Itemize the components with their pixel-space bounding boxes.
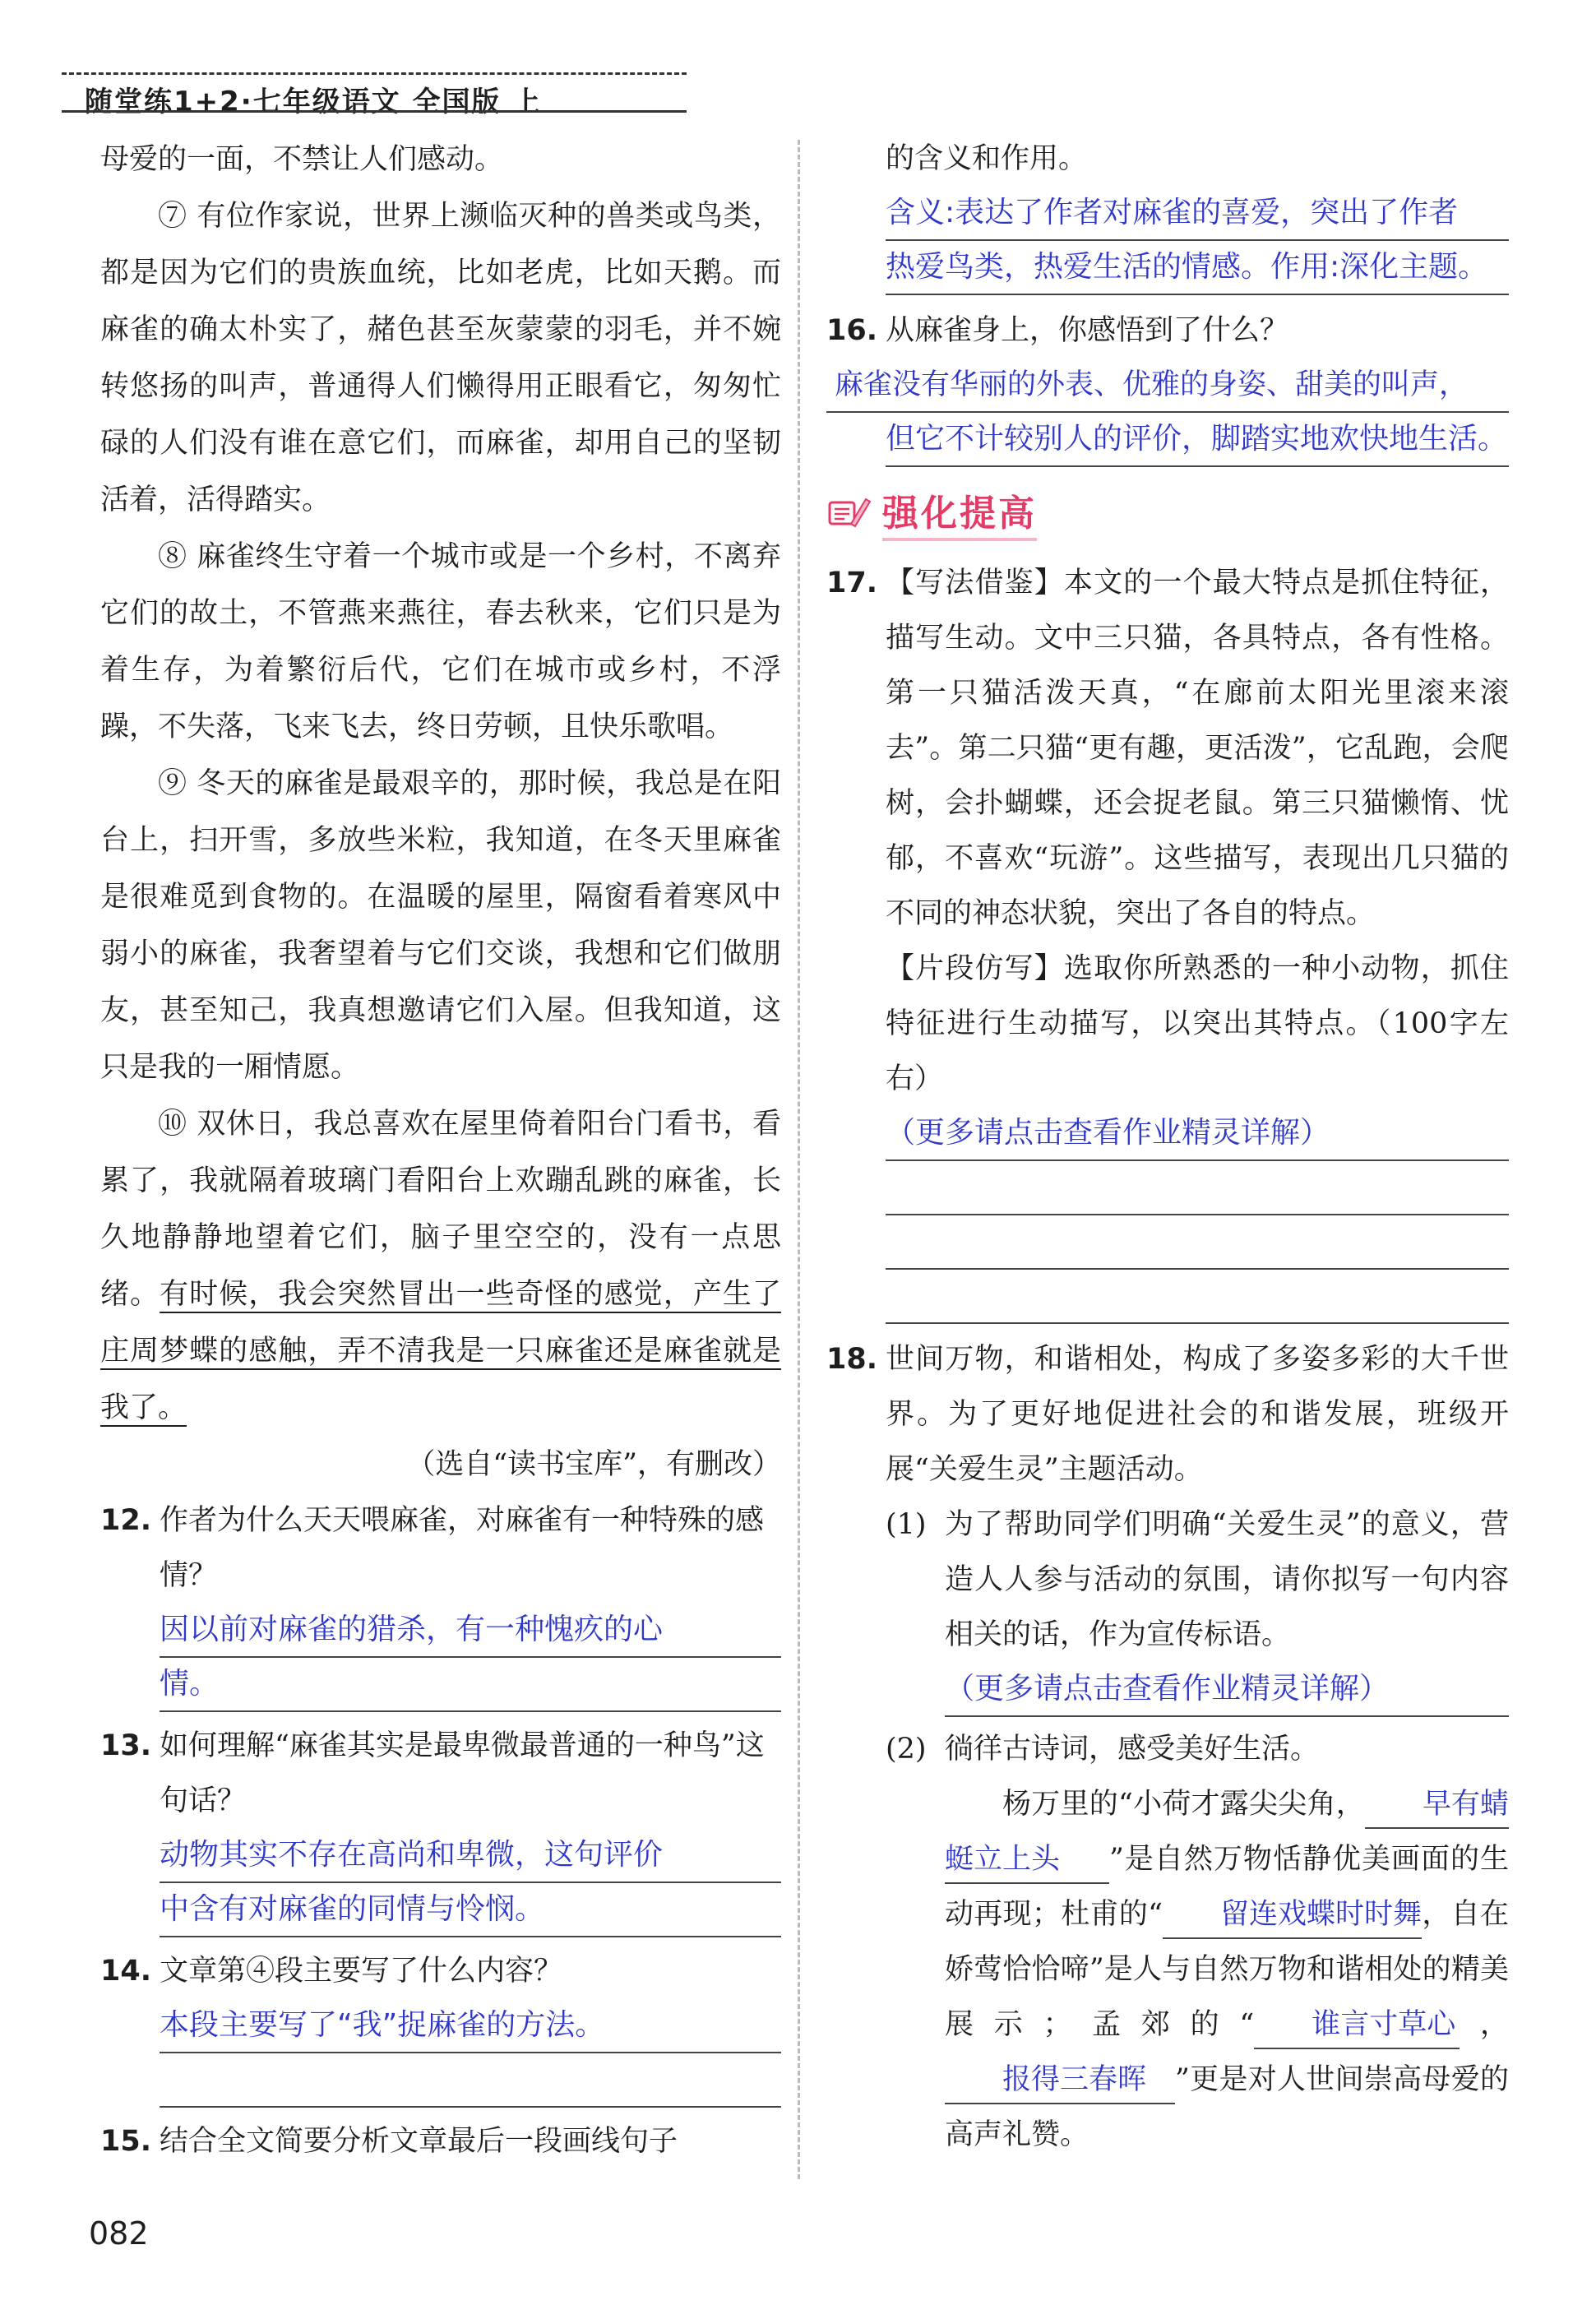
answer-line[interactable]: 麻雀没有华丽的外表、优雅的身姿、甜美的叫声， (826, 359, 1509, 413)
answer-line-empty[interactable] (886, 1215, 1509, 1270)
question-number: 13. (100, 1729, 152, 1762)
underlined-sentence: 有时候，我会突然冒出一些奇怪的感觉，产生了庄周梦蝶的感触，弄不清我是一只麻雀还是麻雀就是我了。 (100, 1278, 781, 1424)
question-18 (826, 1332, 1509, 2163)
left-column (100, 132, 781, 2169)
question-number: 12. (100, 1504, 152, 1537)
answer-line[interactable]: 动物其实不存在高尚和卑微，这句评价 (160, 1829, 781, 1883)
source-note: （选自“读书宝库”，有删改） (406, 1448, 781, 1481)
paragraph-continued: 母爱的一面，不禁让人们感动。 (100, 143, 504, 176)
fill-blank[interactable]: 早有蜻 (1365, 1781, 1509, 1829)
paragraph-7: ⑦ 有位作家说，世界上濒临灭种的兽类或鸟类，都是因为它们的贵族血统，比如老虎，比如天鹅。而麻雀的确太朴实了，赭色甚至灰蒙蒙的羽毛，并不婉转悠扬的叫声，普通得人们懒得用正眼看它，匆匆忙碌的人们没有谁在意它们，而麻雀，却用自己的坚韧活着，活得踏实。 (100, 200, 781, 516)
question-number: 17. (826, 567, 878, 599)
paragraph-10-text: ⑩ 双休日，我总喜欢在屋里倚着阳台门看书，看累了，我就隔着玻璃门看阳台上欢蹦乱跳的麻雀，长久地静静地望着它们，脑子里空空的，没有一点思绪。 (100, 1108, 781, 1311)
question-text: 如何理解“麻雀其实是最卑微最普通的一种鸟”这句话？ (160, 1729, 765, 1817)
poem-text: ”更是对人世间崇高母爱的高声礼赞。 (945, 2063, 1509, 2151)
question-13 (100, 1719, 781, 1937)
question-15 (100, 2114, 781, 2169)
column-divider (798, 140, 800, 2179)
sub-question-2 (886, 1722, 1509, 2163)
header-dashed-rule (62, 72, 687, 75)
page-header (62, 72, 687, 118)
fill-blank[interactable]: 留连戏蝶时时舞 (1163, 1891, 1422, 1939)
page-number: 082 (89, 2215, 149, 2252)
poem-text: ，自在娇莺恰恰啼”是人与自然万物和谐相处的精美展示；孟郊的“ (945, 1898, 1509, 2041)
poem-text: ”是自然万物恬静优美画面的生动再现；杜甫的“ (945, 1843, 1509, 1931)
answer-line-empty[interactable] (160, 2053, 781, 2108)
sub-question-number: (2) (886, 1733, 927, 1766)
section-heading (826, 484, 1509, 541)
question-number: 15. (100, 2125, 152, 2158)
answer-line[interactable]: 中含有对麻雀的同情与怜悯。 (160, 1883, 781, 1937)
answer-line[interactable]: 含义:表达了作者对麻雀的喜爱，突出了作者 (886, 187, 1509, 241)
question-text: 从麻雀身上，你感悟到了什么？ (886, 314, 1289, 347)
pencil-book-icon (826, 494, 871, 530)
question-text: 作者为什么天天喂麻雀，对麻雀有一种特殊的感情？ (160, 1504, 765, 1592)
question-number: 16. (826, 314, 878, 347)
poem-text: 杨万里的“小荷才露尖尖角， (1002, 1788, 1365, 1821)
paragraph-9: ⑨ 冬天的麻雀是最艰辛的，那时候，我总是在阳台上，扫开雪，多放些米粒，我知道，在冬天里麻雀是很难觅到食物的。在温暖的屋里，隔窗看着寒风中弱小的麻雀，我奢望着与它们交谈，我想和它们做朋友，甚至知己，我真想邀请它们入屋。但我知道，这只是我的一厢情愿。 (100, 767, 781, 1084)
answer-line[interactable]: （更多请点击查看作业精灵详解） (886, 1107, 1509, 1161)
question-14 (100, 1944, 781, 2108)
fill-blank[interactable]: 谁言寸草心 (1254, 2002, 1460, 2049)
question-number: 18. (826, 1343, 878, 1376)
answer-line-empty[interactable] (886, 1270, 1509, 1324)
paragraph-8: ⑧ 麻雀终生守着一个城市或是一个乡村，不离弃它们的故土，不管燕来燕往，春去秋来，它们只是为着生存，为着繁衍后代，它们在城市或乡村，不浮躁，不失落，飞来飞去，终日劳顿，且快乐歌唱。 (100, 540, 781, 743)
answer-line[interactable]: 因以前对麻雀的猎杀，有一种愧疚的心 (160, 1604, 781, 1658)
answer-line[interactable]: 情。 (160, 1658, 781, 1712)
sub-question-1 (886, 1497, 1509, 1717)
question-text: 文章第④段主要写了什么内容？ (160, 1955, 563, 1988)
sub-question-text: 为了帮助同学们明确“关爱生灵”的意义，营造人人参与活动的氛围，请你拟写一句内容相关的话，作为宣传标语。 (945, 1508, 1509, 1651)
question-text: 的含义和作用。 (886, 142, 1088, 175)
question-16 (826, 303, 1509, 467)
poem-fill-paragraph (945, 1777, 1509, 2163)
poem-text: ， (1460, 2008, 1509, 2041)
question-text: 结合全文简要分析文章最后一段画线句子 (160, 2125, 678, 2158)
sub-question-text: 徜徉古诗词，感受美好生活。 (945, 1733, 1320, 1766)
answer-line[interactable]: 但它不计较别人的评价，脚踏实地欢快地生活。 (886, 413, 1509, 467)
header-title: 随堂练1+2·七年级语文 全国版 上 (85, 86, 543, 118)
question-text: 【写法借鉴】本文的一个最大特点是抓住特征，描写生动。文中三只猫，各具特点，各有性格。第一只猫活泼天真，“在廊前太阳光里滚来滚去”。第二只猫“更有趣，更活泼”，它乱跑，会爬树，会扑蝴蝶，还会捉老鼠。第三只猫懒惰、忧郁，不喜欢“玩游”。这些描写，表现出几只猫的不同的神态状貌，突出了各自的特点。 (886, 567, 1509, 930)
question-12 (100, 1493, 781, 1712)
question-text: 世间万物，和谐相处，构成了多姿多彩的大千世界。为了更好地促进社会的和谐发展，班级开展“关爱生灵”主题活动。 (886, 1343, 1509, 1486)
answer-line[interactable]: 热爱鸟类，热爱生活的情感。作用:深化主题。 (886, 241, 1509, 295)
paragraph-10 (100, 1096, 781, 1437)
answer-line[interactable]: （更多请点击查看作业精灵详解） (945, 1663, 1509, 1717)
section-title: 强化提高 (882, 484, 1037, 541)
answer-line[interactable]: 本段主要写了“我”捉麻雀的方法。 (160, 1999, 781, 2053)
question-15-continued (826, 132, 1509, 295)
answer-line-empty[interactable] (886, 1161, 1509, 1215)
right-column (826, 132, 1509, 2163)
sub-question-number: (1) (886, 1508, 927, 1541)
fill-blank[interactable]: 蜓立上头 (945, 1836, 1109, 1884)
header-rule (62, 110, 687, 113)
question-17 (826, 556, 1509, 1324)
question-number: 14. (100, 1955, 152, 1988)
question-text-2: 【片段仿写】选取你所熟悉的一种小动物，抓住特征进行生动描写，以突出其特点。（100字左右） (886, 952, 1509, 1095)
fill-blank[interactable]: 报得三春晖 (945, 2057, 1175, 2104)
